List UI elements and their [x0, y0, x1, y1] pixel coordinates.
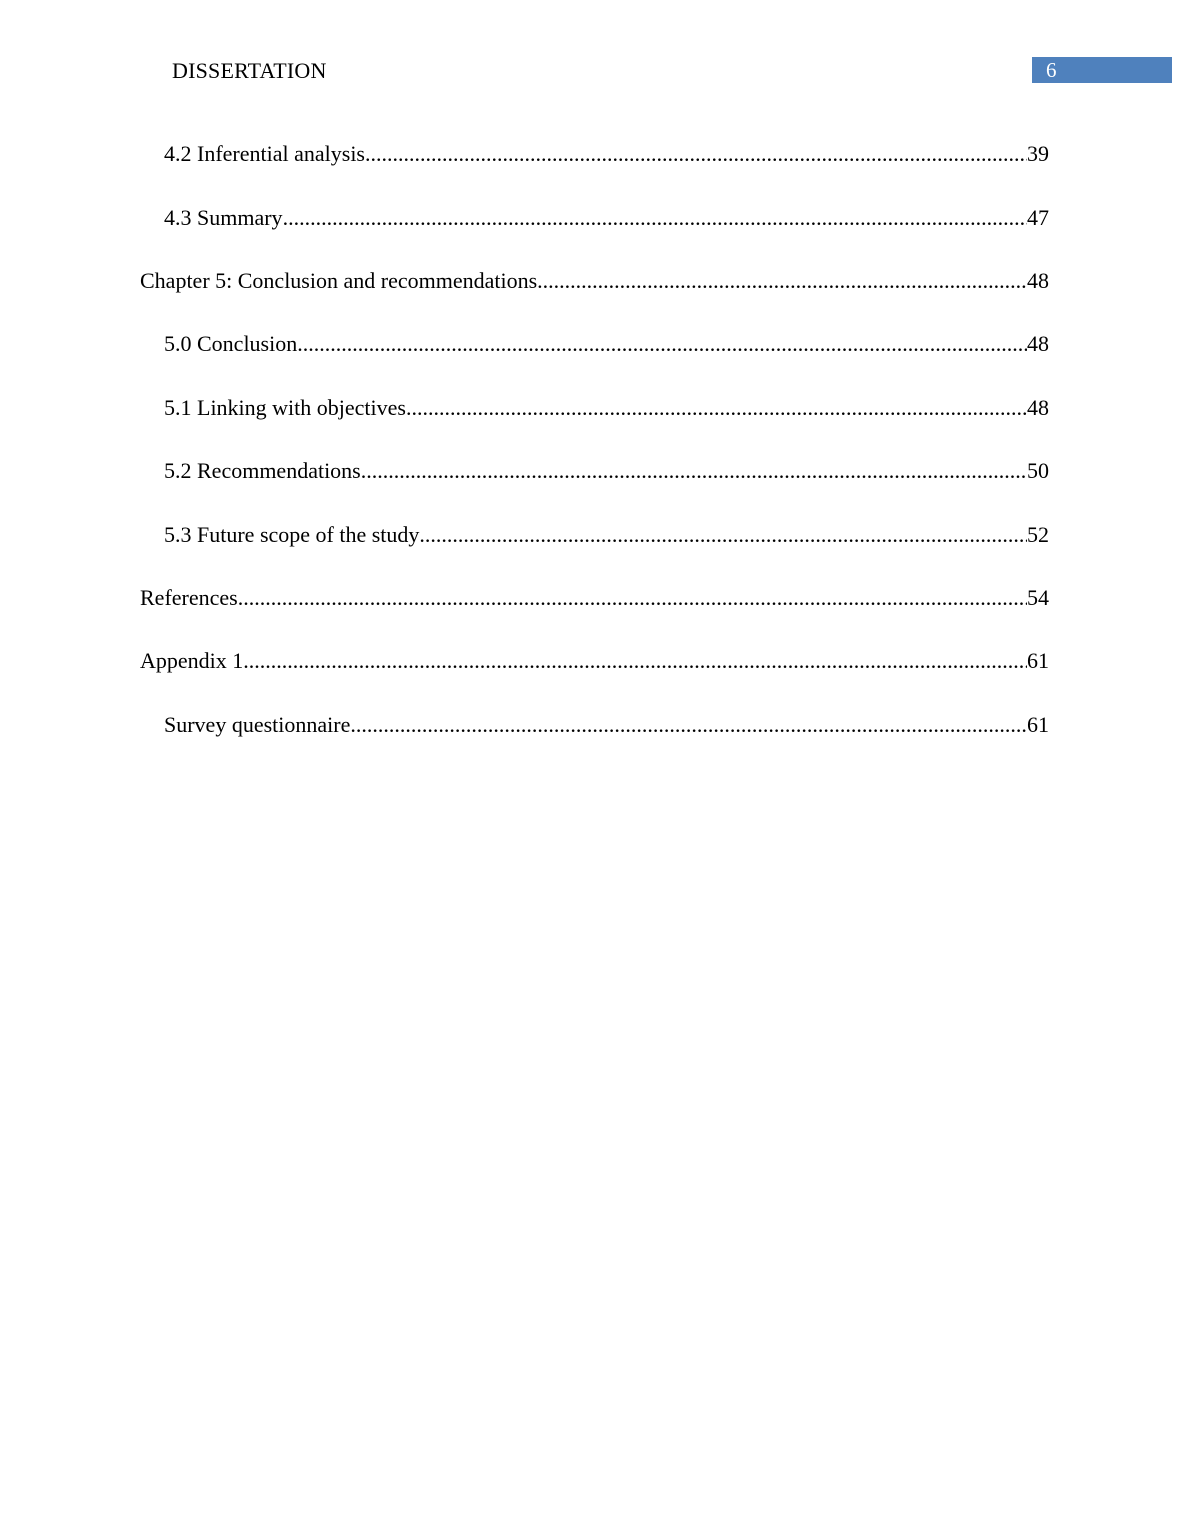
toc-entry[interactable] [140, 268, 1049, 294]
toc-dot-leader [365, 141, 1027, 167]
toc-entry[interactable] [164, 712, 1049, 738]
toc-entry-page: 52 [1027, 522, 1049, 547]
toc-entry-page: 39 [1027, 141, 1049, 166]
toc-entry-label: 5.2 Recommendations [164, 458, 361, 483]
toc-entry-label: 5.0 Conclusion [164, 331, 298, 356]
toc-entry-page: 48 [1027, 395, 1049, 420]
toc-entry[interactable] [164, 458, 1049, 484]
toc-dot-leader [537, 268, 1027, 294]
toc-entry[interactable] [164, 522, 1049, 548]
toc-dot-leader [283, 205, 1027, 231]
toc-entry-page: 47 [1027, 205, 1049, 230]
toc-entry-page: 61 [1027, 712, 1049, 737]
toc-entry-label: 4.3 Summary [164, 205, 283, 230]
toc-entry-page: 61 [1027, 648, 1049, 673]
toc-entry[interactable] [140, 648, 1049, 674]
toc-dot-leader [297, 331, 1027, 357]
toc-entry-page: 50 [1027, 458, 1049, 483]
page-number-badge: 6 [1032, 57, 1172, 83]
toc-entry-label: Survey questionnaire [164, 712, 351, 737]
toc-dot-leader [238, 585, 1027, 611]
toc-entry-label: 5.3 Future scope of the study [164, 522, 420, 547]
toc-entry-page: 54 [1027, 585, 1049, 610]
toc-entry-label: 5.1 Linking with objectives [164, 395, 406, 420]
toc-dot-leader [419, 522, 1027, 548]
toc-entry-label: Chapter 5: Conclusion and recommendations [140, 268, 538, 293]
toc-entry[interactable] [140, 585, 1049, 611]
running-header-title: DISSERTATION [172, 58, 327, 83]
toc-entry[interactable] [164, 395, 1049, 421]
toc-dot-leader [406, 395, 1027, 421]
toc-dot-leader [350, 712, 1027, 738]
toc-entry-label: Appendix 1 [140, 648, 244, 673]
toc-entry-label: References [140, 585, 238, 610]
toc-dot-leader [243, 648, 1027, 674]
toc-entry[interactable] [164, 331, 1049, 357]
toc-entry[interactable] [164, 141, 1049, 167]
toc-entry[interactable] [164, 205, 1049, 231]
toc-entry-page: 48 [1027, 268, 1049, 293]
toc-entry-label: 4.2 Inferential analysis [164, 141, 365, 166]
toc-entry-page: 48 [1027, 331, 1049, 356]
toc-dot-leader [361, 458, 1027, 484]
